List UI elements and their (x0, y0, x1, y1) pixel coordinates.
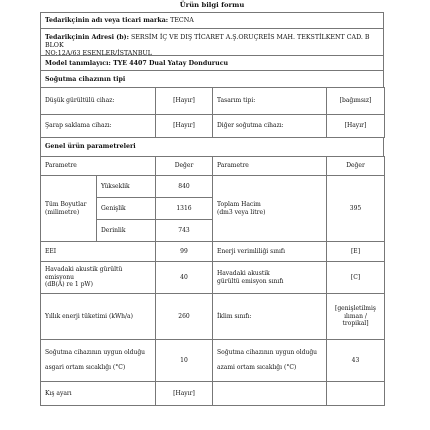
eei-value: 99 (156, 242, 213, 262)
supplier-address-line-1: SERSİM İÇ VE DIŞ TİCARET A.Ş.ORUÇREİS MAH. TEKSTİLKENT CAD. B BLOK (45, 34, 370, 49)
noise-emission-value: 40 (156, 262, 213, 294)
noise-emission-label-line-1: Havadaki akustik gürültü emisyonu (45, 266, 123, 281)
col-value-header: Değer (156, 157, 213, 176)
supplier-name-value: TECNA (170, 17, 194, 24)
other-device-label: Diğer soğutma cihazı: (213, 115, 327, 138)
supplier-address-label: Tedarikçinin Adresi (b): (45, 34, 129, 41)
max-ambient-temp-value: 43 (327, 340, 385, 382)
design-type-value: [bağımsız] (327, 88, 385, 115)
winter-setting-label: Kış ayarı (41, 382, 156, 406)
col-value-header-2: Değer (327, 157, 385, 176)
low-noise-value: [Hayır] (156, 88, 213, 115)
min-ambient-temp-label-line-2: asgari ortam sıcaklığı (°C) (45, 364, 126, 372)
winter-setting-value: [Hayır] (156, 382, 213, 406)
max-ambient-temp-label (213, 340, 327, 382)
form-title: Ürün bilgi formu (179, 1, 245, 9)
width-value: 1316 (156, 198, 213, 220)
supplier-address-line-2: NO:12A/63 ESENLER/İSTANBUL (45, 50, 152, 57)
col-parameter-header: Parametre (41, 157, 156, 176)
model-label: Model tanımlayıcı: (45, 60, 111, 67)
noise-class-label-line-1: Havadaki akustik (217, 270, 270, 277)
product-info-sheet (40, 0, 384, 406)
annual-energy-label: Yıllık enerji tüketimi (kWh/a) (41, 294, 156, 340)
noise-emission-label-line-2: (dB(A) re 1 pW) (45, 281, 93, 289)
low-noise-label: Düşük gürültülü cihaz: (41, 88, 156, 115)
annual-energy-value: 260 (156, 294, 213, 340)
depth-label: Derinlik (97, 220, 156, 242)
header-block (40, 12, 384, 87)
width-label: Genişlik (97, 198, 156, 220)
model-row (41, 55, 383, 70)
noise-class-value: [C] (327, 262, 385, 294)
model-value: TYE 4407 Dual Yatay Dondurucu (113, 60, 229, 67)
design-type-label: Tasarım tipi: (213, 88, 327, 115)
min-ambient-temp-value: 10 (156, 340, 213, 382)
min-ambient-temp-label-line-1: Soğutma cihazının uygun olduğu (45, 349, 146, 357)
empty-cell (327, 382, 385, 406)
max-ambient-temp-label-line-2: azami ortam sıcaklığı (°C) (217, 364, 297, 372)
total-volume-label-line-1: Toplam Hacim (217, 201, 261, 208)
wine-storage-label: Şarap saklama cihazı: (41, 115, 156, 138)
min-ambient-temp-label (41, 340, 156, 382)
params-table (40, 156, 385, 406)
noise-class-label-line-2: gürültü emisyon sınıfı (217, 277, 284, 285)
device-type-heading: Soğutma cihazının tipi (41, 70, 383, 87)
total-volume-value: 395 (327, 176, 385, 242)
dimensions-label-line-2: (milimetre) (45, 208, 80, 216)
col-parameter-header-2: Parametre (213, 157, 327, 176)
total-volume-label-line-2: (dm3 veya litre) (217, 208, 266, 216)
supplier-name-label: Tedarikçinin adı veya ticari marka: (45, 17, 169, 24)
device-type-table (40, 87, 385, 138)
height-label: Yükseklik (97, 176, 156, 198)
empty-cell (213, 382, 327, 406)
climate-class-value-line-2: ılıman / tropikal] (342, 312, 369, 328)
climate-class-value (327, 294, 385, 340)
climate-class-value-line-1: [genişletilmiş (334, 305, 376, 313)
eei-label: EEI (41, 242, 156, 262)
other-device-value: [Hayır] (327, 115, 385, 138)
climate-class-label: İklim sınıfı: (213, 294, 327, 340)
energy-class-value: [E] (327, 242, 385, 262)
dimensions-label (41, 176, 97, 242)
energy-class-label: Enerji verimliliği sınıfı (213, 242, 327, 262)
total-volume-label (213, 176, 327, 242)
wine-storage-value: [Hayır] (156, 115, 213, 138)
height-value: 840 (156, 176, 213, 198)
params-heading: Genel ürün parametreleri (45, 143, 136, 150)
noise-class-label (213, 262, 327, 294)
max-ambient-temp-label-line-1: Soğutma cihazının uygun olduğu (217, 349, 318, 357)
dimensions-label-line-1: Tüm Boyutlar (45, 201, 87, 208)
params-heading-block (40, 138, 384, 156)
supplier-name-row (41, 12, 383, 28)
noise-emission-label (41, 262, 156, 294)
depth-value: 743 (156, 220, 213, 242)
supplier-address-row (41, 28, 383, 55)
